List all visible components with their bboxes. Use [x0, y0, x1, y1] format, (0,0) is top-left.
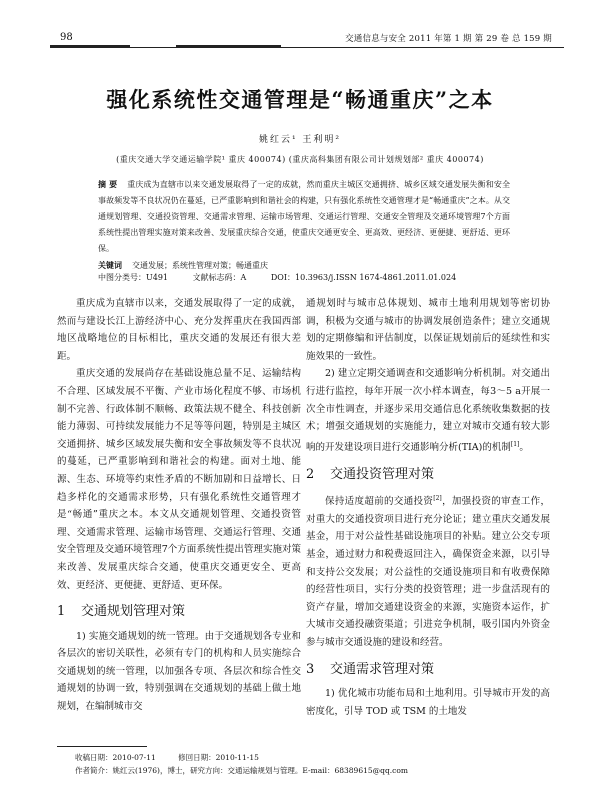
- header-rule-accent: [176, 45, 281, 48]
- article-authors: 姚红云¹ 王利明²: [258, 135, 342, 145]
- document-code: 文献标志码：A: [192, 273, 247, 282]
- paragraph: 重庆交通的发展尚存在基础设施总量不足、运输结构不合理、区域发展不平衡、产业市场化程度不够、市场机制不完善、行政体制不顺畅、政策法规不健全、科技创新能力薄弱、可持续发展能力不足等等问题，特别是主城区交通拥挤、城乡区域发展失衡和安全事故频发等不良状况的蔓延，已严重影响到和谐社会的构建。面对土地、能源、生态、环境等约束性矛盾的不断加剧和日益增长、日趋多样化的交通需求形势，只有强化系统性交通管理才是“畅通”重庆之本。本文从交通规划管理、交通投资管理、交通需求管理、运输市场管理、交通运行管理、交通安全管理及交通环境管理7个方面系统性提出管理实施对策来改善、发展重庆综合交通，使重庆交通更安全、更高效、更经济、更便捷、更舒适、更环保。: [57, 368, 301, 591]
- paragraph-text: 保持适度超前的交通投资: [325, 496, 434, 508]
- section-heading-2: [306, 466, 550, 484]
- body-column-left: [57, 295, 301, 716]
- footnote-dates: [75, 752, 279, 763]
- keywords-label: 关键词: [98, 260, 122, 270]
- author-bio: 作者简介：姚红云(1976)，博士，研究方向：交通运输规划与管理。E-mail：68389615@qq.com: [75, 766, 408, 775]
- paragraph-text: ，加强投资的审查工作，对重大的交通投资项目进行充分论证；建立重庆交通发展基金，用于对公益性基础设施项目的补贴。建立公交专项基金，通过财力和税费返回注入，确保资金来源，以引导和支持公交发展；对公益性的交通设施项目和有收费保障的经营性项目，实行分类的投资管理；进一步盘活现有的资产存量，增加交通建设资金的来源，实施资本运作，扩大城市交通投融资渠道；引进竞争机制，吸引国内外资金参与城市交通设施的建设和经营。: [306, 496, 550, 648]
- abstract-text: 重庆成为直辖市以来交通发展取得了一定的成就，然而重庆主城区交通拥挤、城乡区域交通发展失衡和安全事故频发等不良状况仍在蔓延，已严重影响到和谐社会的构建，只有强化系统性交通管理才是“畅通重庆”之本。从交通规划管理、交通投资管理、交通需求管理、运输市场管理、交通运行管理、交通安全管理及交通环境管理7个方面系统性提出管理实施对策来改善、发展重庆综合交通，使重庆交通更安全、更高效、更经济、更便捷、更舒适、更环保。: [98, 180, 510, 253]
- section-number: 3: [306, 661, 315, 677]
- classification-row: [98, 272, 478, 283]
- section-number: 1: [57, 604, 66, 620]
- section-number: 2: [306, 466, 315, 482]
- section-title: 交通需求管理对策: [330, 661, 435, 677]
- paragraph: 1) 优化城市功能布局和土地利用。引导城市开发的高密度化，引导 TOD 或 TSM 的土地发: [306, 688, 550, 717]
- section-heading-1: [57, 603, 301, 621]
- revised-date: 修回日期：2010-11-15: [178, 753, 259, 762]
- section-title: 交通投资管理对策: [330, 466, 435, 482]
- abstract-label: 摘 要: [98, 179, 118, 189]
- section-heading-3: [306, 661, 550, 679]
- section-title: 交通规划管理对策: [81, 604, 186, 620]
- paragraph: 通规划时与城市总体规划、城市土地利用规划等密切协调，积极为交通与城市的协调发展创造条件；建立交通规划的定期修编和评估制度，以保证规划前后的延续性和实施效果的一致性。: [306, 298, 550, 362]
- received-date: 收稿日期：2010-07-11: [75, 753, 156, 762]
- body-column-right: [306, 295, 550, 720]
- journal-info: 交通信息与安全 2011 年第 1 期 第 29 卷 总 159 期: [345, 34, 552, 44]
- article-affiliations: (重庆交通大学交通运输学院¹ 重庆 400074) (重庆高科集团有限公司计划规划部² 重庆 400074): [116, 155, 484, 164]
- paragraph-text: 2) 建立定期交通调查和交通影响分析机制。对交通出行进行监控，每年开展一次小样本调查，每3～5 a开展一次全市性调查，并逐步采用交通信息化系统收集数据的技术；增强交通规划的实施能力，建立对城市交通有较大影响的开发建设项目进行交通影响分析(TIA)的机制: [306, 368, 550, 453]
- footnote-rule: [57, 746, 147, 747]
- doi: DOI：10.3963/j.ISSN 1674-4861.2011.01.024: [270, 273, 457, 282]
- abstract-block: [98, 176, 510, 274]
- header-rule-accent: [50, 45, 130, 48]
- citation: [1]: [510, 440, 520, 448]
- paragraph: 重庆成为直辖市以来，交通发展取得了一定的成就，然而与建设长江上游经济中心、充分发挥重庆在我国西部地区战略地位的目标相比，重庆交通的发展还有很大差距。: [57, 298, 301, 362]
- paragraph: [306, 490, 550, 652]
- abstract: [98, 176, 510, 257]
- clc-number: 中图分类号：U491: [98, 273, 169, 282]
- paragraph: 1) 实施交通规划的统一管理。由于交通规划各专业和各层次的密切关联性，必须有专门的机构和人员实施综合交通规划的统一管理，以加强各专项、各层次和综合性交通规划的协调一致，特别强调在交通规划的基础上做土地规划，在编制城市交: [57, 630, 301, 713]
- citation: [2]: [433, 495, 442, 503]
- page-number: 98: [60, 32, 73, 43]
- paragraph: 2) 建立定期交通调查和交通影响分析机制。对交通出行进行监控，每年开展一次小样本调查，每3～5 a开展一次全市性调查，并逐步采用交通信息化系统收集数据的技术；增强交通规划的实施能力，建立对城市交通有较大影响的开发建设项目进行交通影响分析(TIA)的机制[1]。: [306, 368, 550, 453]
- keywords-text: 交通发展；系统性管理对策；畅通重庆: [132, 261, 268, 270]
- article-title: 强化系统性交通管理是“畅通重庆”之本: [106, 87, 494, 112]
